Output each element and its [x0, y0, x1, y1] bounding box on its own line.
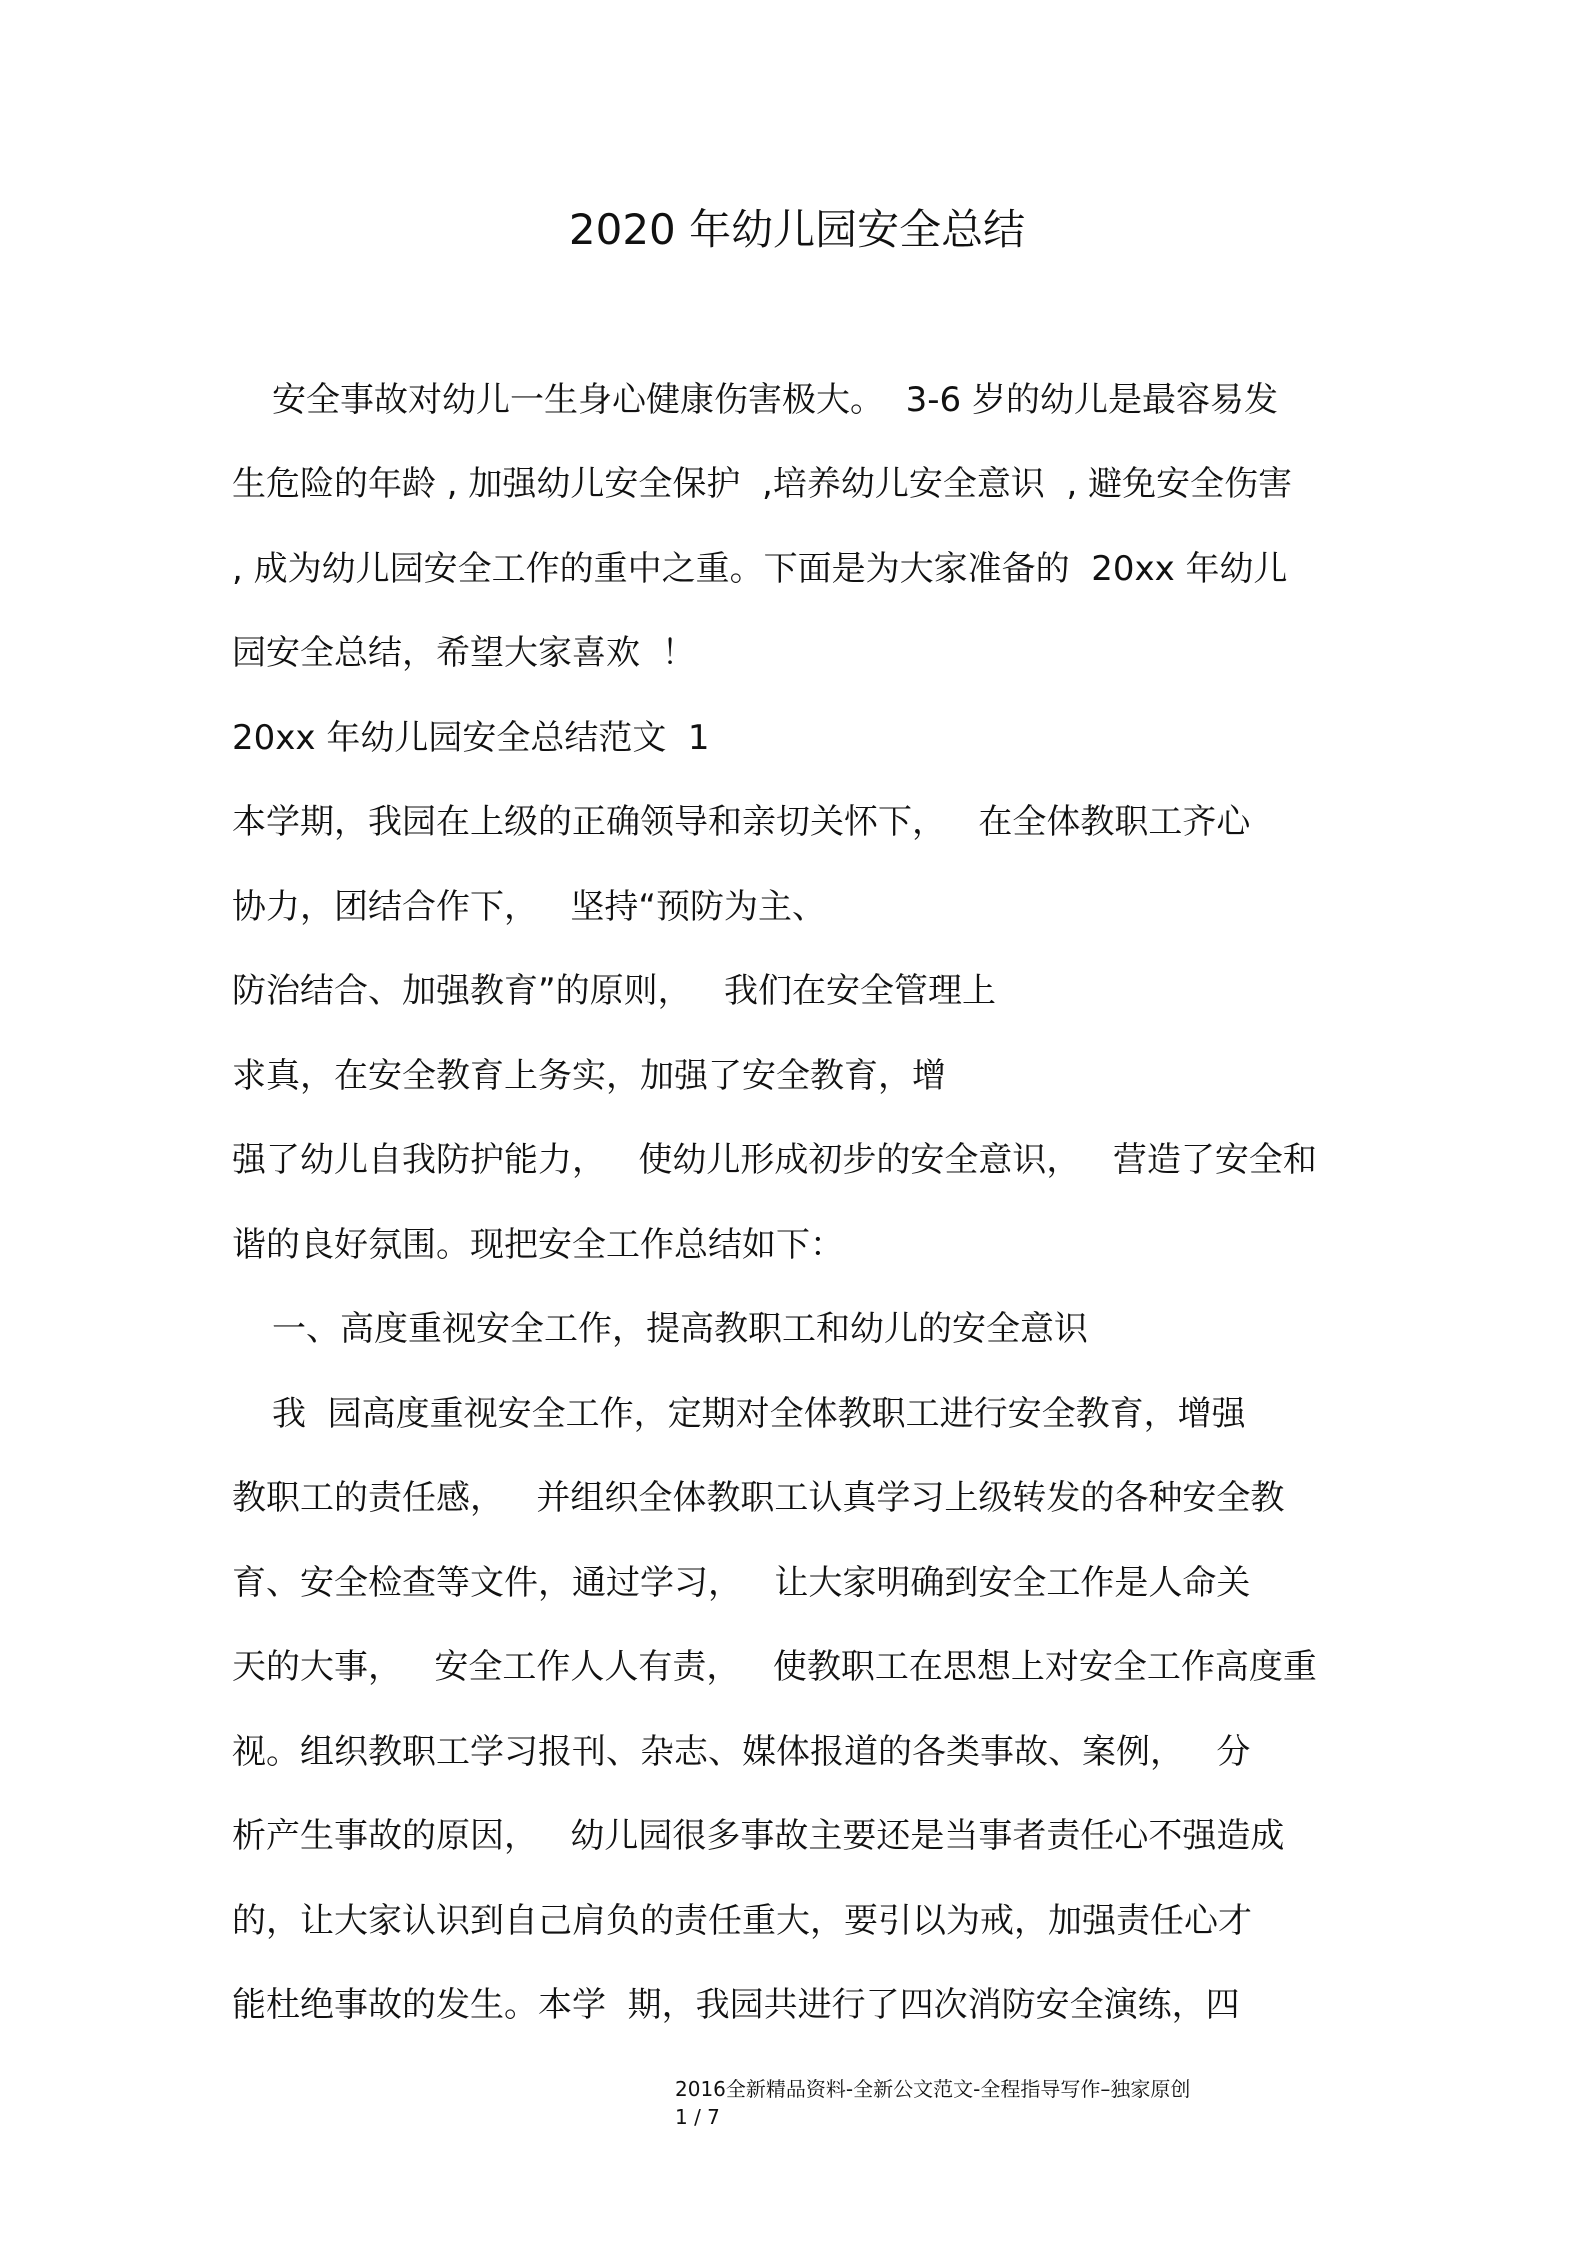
paragraph-line: 能杜绝事故的发生。本学 期，我园共进行了四次消防安全演练，四: [232, 1985, 1240, 2025]
section-heading: 20xx 年幼儿园安全总结范文 1: [232, 718, 710, 758]
subsection-heading: 一、高度重视安全工作，提高教职工和幼儿的安全意识: [272, 1309, 1088, 1349]
paragraph-line: 育、安全检查等文件，通过学习， 让大家明确到安全工作是人命关: [232, 1563, 1251, 1603]
paragraph-line: 教职工的责任感， 并组织全体教职工认真学习上级转发的各种安全教: [232, 1478, 1285, 1518]
paragraph-line: 协力，团结合作下， 坚持“预防为主、: [232, 887, 827, 927]
page-number: 1 / 7: [675, 2105, 720, 2129]
paragraph-line: 本学期，我园在上级的正确领导和亲切关怀下， 在全体教职工齐心: [232, 802, 1251, 842]
document-title: 2020 年幼儿园安全总结: [568, 205, 1026, 254]
paragraph-line: 园安全总结，希望大家喜欢 ！: [232, 633, 696, 673]
footer-note: 2016全新精品资料-全新公文范文-全程指导写作–独家原创: [675, 2077, 1191, 2101]
paragraph-line: 安全事故对幼儿一生身心健康伤害极大。 3-6 岁的幼儿是最容易发: [272, 380, 1278, 420]
paragraph-line: 析产生事故的原因， 幼儿园很多事故主要还是当事者责任心不强造成: [232, 1816, 1285, 1856]
paragraph-line: 我 园高度重视安全工作，定期对全体教职工进行安全教育，增强: [272, 1394, 1246, 1434]
paragraph-line: 的，让大家认识到自己肩负的责任重大，要引以为戒，加强责任心才: [232, 1901, 1252, 1941]
paragraph-line: 生危险的年龄 , 加强幼儿安全保护 ,培养幼儿安全意识 , 避免安全伤害: [232, 464, 1293, 504]
paragraph-line: 强了幼儿自我防护能力， 使幼儿形成初步的安全意识， 营造了安全和: [232, 1140, 1317, 1180]
paragraph-line: 天的大事， 安全工作人人有责， 使教职工在思想上对安全工作高度重: [232, 1647, 1317, 1687]
paragraph-line: 视。组织教职工学习报刊、杂志、媒体报道的各类事故、案例， 分: [232, 1732, 1251, 1772]
paragraph-line: , 成为幼儿园安全工作的重中之重。下面是为大家准备的 20xx 年幼儿: [232, 549, 1288, 589]
paragraph-line: 谐的良好氛围。现把安全工作总结如下：: [232, 1225, 844, 1265]
paragraph-line: 求真，在安全教育上务实，加强了安全教育，增: [232, 1056, 946, 1096]
paragraph-line: 防治结合、加强教育”的原则， 我们在安全管理上: [232, 971, 997, 1011]
